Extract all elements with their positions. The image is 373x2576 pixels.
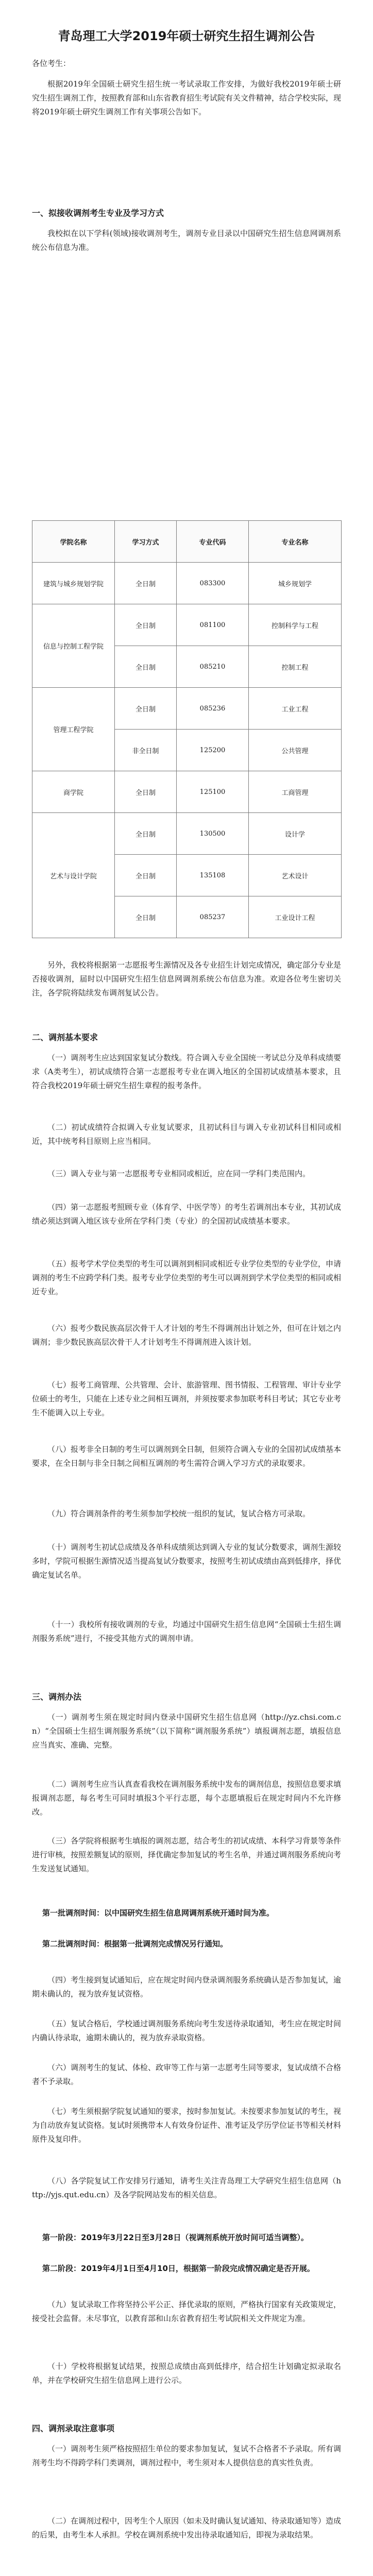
section-2-heading: 二、调剂基本要求 [32,1032,98,1042]
rule-item: （九）符合调剂条件的考生须参加学校统一组织的复试，复试合格方可录取。 [47,1509,311,1518]
table-row [32,813,342,855]
section-1-desc: 我校拟在以下学科(领域)接收调剂考生，调剂专业目录以中国研究生招生信息网调剂系统公布信息为准。 [32,229,341,252]
table-cell: 125100 [177,771,249,813]
table-header-cell: 学院名称 [32,521,115,563]
procedure-item: （三）各学院将根据考生填报的调剂志愿，结合考生的初试成绩、本科学习背景等条件进行审核，按照差额复试的原则，择优确定参加复试的考生名单，并通过调剂服务系统向考生发送复试通知。 [32,1836,342,1873]
section-1-heading: 一、拟接收调剂考生专业及学习方式 [32,208,164,218]
programs-table [32,520,342,938]
notice-item: （二）在调剂过程中，因考生个人原因（如未及时确认复试通知、待录取通知等）造成的后果，由考生本人承担。学校在调剂系统中发出待录取通知后，即视为录取结果。 [32,2516,342,2539]
table-cell: 建筑与城乡规划学院 [32,563,115,604]
rule-item: （七）报考工商管理、公共管理、会计、旅游管理、图书情报、工程管理、审计专业学位硕士的考生，只能在上述专业之间相互调剂，并须按要求参加联考科目考试；其它专业考生不能调入以上专业。 [32,1380,342,1417]
intro-paragraph: 根据2019年全国硕士研究生招生统一考试录取工作安排，为做好我校2019年硕士研究生招生调剂工作，按照教育部和山东省教育招生考试院有关文件精神，结合学校实际，现将2019年硕士研究生调剂工作有关事项公告如下。 [32,79,342,116]
procedure-item: （四）考生接到复试通知后，应在规定时间内登录调剂服务系统确认是否参加复试，逾期未确认的，视为放弃复试资格。 [32,1975,342,1998]
table-cell: 控制工程 [249,646,342,688]
procedure-item: （八）各学院复试工作安排另行通知，请考生关注青岛理工大学研究生招生信息网（http://yjs.qut.edu.cn）及各学院网站发布的相关信息。 [32,2176,341,2199]
procedure-item: （七）考生须根据学院复试通知的要求，按时参加复试。未按要求参加复试的考生，视为自动放弃复试资格。复试时须携带本人有效身份证件、准考证及学历学位证书等相关材料原件及复印件。 [32,2107,342,2144]
table-cell: 城乡规划学 [249,563,342,604]
table-cell: 商学院 [32,771,115,813]
schedule-time: 第二阶段：2019年4月1日至4月10日，根据第一阶段完成情况确定是否开展。 [42,2264,315,2273]
table-cell: 083300 [177,563,249,604]
table-header-cell: 学习方式 [115,521,177,563]
section-4-heading: 四、调剂录取注意事项 [32,2424,115,2433]
table-row [32,688,342,730]
schedule-time: 第一批调剂时间：以中国研究生招生信息网调剂系统开通时间为准。 [42,1908,275,1918]
table-cell: 125200 [177,730,249,771]
table-cell: 全日制 [115,688,177,730]
rule-item: （八）报考非全日制的考生可以调剂到全日制，但须符合调入专业的全国初试成绩基本要求，在全日制与非全日制之间相互调剂的考生需符合调入学习方式的录取要求。 [32,1445,342,1468]
table-row [32,771,342,813]
schedule-time: 第二批调剂时间：根据第一批调剂完成情况另行通知。 [42,1939,228,1948]
notice-item [32,2573,341,2576]
table-cell: 工业设计工程 [249,896,342,938]
procedure-item: （二）调剂考生应当认真查看我校在调剂服务系统中发布的调剂信息，按照信息要求填报调剂志愿，每名考生可同时填报3个平行志愿，每个志愿填报后在规定时间内不允许修改。 [32,1780,342,1817]
greeting: 各位考生： [32,59,71,68]
table-cell: 全日制 [115,563,177,604]
table-cell: 管理工程学院 [32,688,115,771]
table-cell: 信息与控制工程学院 [32,604,115,688]
table-cell: 130500 [177,813,249,855]
table-cell: 085236 [177,688,249,730]
table-cell: 非全日制 [115,730,177,771]
table-cell: 工业工程 [249,688,342,730]
procedure-item: （九）复试录取工作将坚持公平公正、择优录取的原则，严格执行国家有关政策规定，接受社会监督。未尽事宜，以教育部和山东省教育招生考试院相关文件规定为准。 [32,2300,342,2323]
rule-item: （一）调剂考生应达到国家复试分数线。符合调入专业全国统一考试总分及单科成绩要求（A类考生），初试成绩符合第一志愿报考专业在调入地区的全国初试成绩基本要求，且符合我校2019年硕士研究生招生章程的报考条件。 [32,1053,342,1090]
table-cell: 全日制 [115,896,177,938]
table-cell: 全日制 [115,646,177,688]
section-1-note: 另外，我校将根据第一志愿报考生源情况及各专业招生计划完成情况，确定部分专业是否接收调剂，届时以中国研究生招生信息网调剂系统公布信息为准。欢迎各位考生密切关注，各学院将陆续发布调剂复试公告。 [32,960,342,997]
page-title: 青岛理工大学2019年硕士研究生招生调剂公告 [58,29,315,43]
table-cell: 全日制 [115,813,177,855]
table-cell: 工商管理 [249,771,342,813]
table-cell: 085210 [177,646,249,688]
table-header-cell: 专业名称 [249,521,342,563]
table-cell: 081100 [177,604,249,646]
table-cell: 085237 [177,896,249,938]
notice-item: （一）调剂考生须严格按照招生单位的要求参加复试，复试不合格者不予录取。所有调剂考生均不得跨学科门类调剂，调剂过程中，考生须对本人提供信息的真实性负责。 [32,2444,342,2467]
rule-item: （十一）我校所有接收调剂的专业，均通过中国研究生招生信息网“全国硕士生招生调剂服务系统”进行，不接受其他方式的调剂申请。 [32,1620,341,1643]
table-cell: 设计学 [249,813,342,855]
rule-item: （三）调入专业与第一志愿报考专业相同或相近，应在同一学科门类范围内。 [47,1169,311,1178]
rule-item: （二）初试成绩符合拟调入专业复试要求，且初试科目与调入专业初试科目相同或相近，其中统考科目原则上应当相同。 [32,1123,341,1146]
procedure-item: （五）复试合格后，学校通过调剂服务系统向考生发送待录取通知，考生应在规定时间内确认待录取，逾期未确认的，视为放弃录取资格。 [32,2019,342,2042]
section-3-heading: 三、调剂办法 [32,1692,82,1702]
table-cell: 全日制 [115,855,177,896]
procedure-item: （十）学校将根据复试结果，按照总成绩由高到低排序，结合招生计划确定拟录取名单，并在学校研究生招生信息网上进行公示。 [32,2362,341,2385]
procedure-item: （一）调剂考生须在规定时间内登录中国研究生招生信息网（http://yz.chsi.com.cn）“全国硕士生招生调剂服务系统”（以下简称“调剂服务系统”）填报调剂志愿，填报信息应当真实、准确、完整。 [32,1713,341,1750]
schedule-time: 第一阶段：2019年3月22日至3月28日（视调剂系统开放时间可适当调整）。 [42,2233,309,2242]
table-cell: 135108 [177,855,249,896]
table-cell: 艺术与设计学院 [32,813,115,938]
table-cell: 全日制 [115,604,177,646]
rule-item: （十）调剂考生初试总成绩及各单科成绩须达到调入专业的复试分数要求，调剂生源较多时，学院可根据生源情况适当提高复试分数要求，按照考生初试成绩由高到低排序，择优确定复试名单。 [32,1543,342,1580]
rule-item: （六）报考少数民族高层次骨干人才计划的考生不得调剂出计划之外，但可在计划之内调剂；非少数民族高层次骨干人才计划考生不得调剂进入该计划。 [32,1324,342,1347]
table-row [32,563,342,604]
table-cell: 全日制 [115,771,177,813]
table-cell: 公共管理 [249,730,342,771]
procedure-item: （六）调剂考生的复试、体检、政审等工作与第一志愿考生同等要求，复试成绩不合格者不予录取。 [32,2063,342,2086]
table-row [32,604,342,646]
table-header-row [32,521,342,563]
rule-item: （五）报考学术学位类型的考生可以调剂到相同或相近专业学位类型的专业学位，申请调剂的考生不应跨学科门类。报考专业学位类型的考生可以调剂到学术学位类型的相同或相近专业。 [32,1259,342,1296]
rule-item: （四）第一志愿报考照顾专业（体育学、中医学等）的考生若调剂出本专业，其初试成绩必须达到调入地区该专业所在学科门类（专业）的全国初试成绩基本要求。 [32,1202,342,1226]
table-cell: 控制科学与工程 [249,604,342,646]
table-header-cell: 专业代码 [177,521,249,563]
table-cell: 艺术设计 [249,855,342,896]
